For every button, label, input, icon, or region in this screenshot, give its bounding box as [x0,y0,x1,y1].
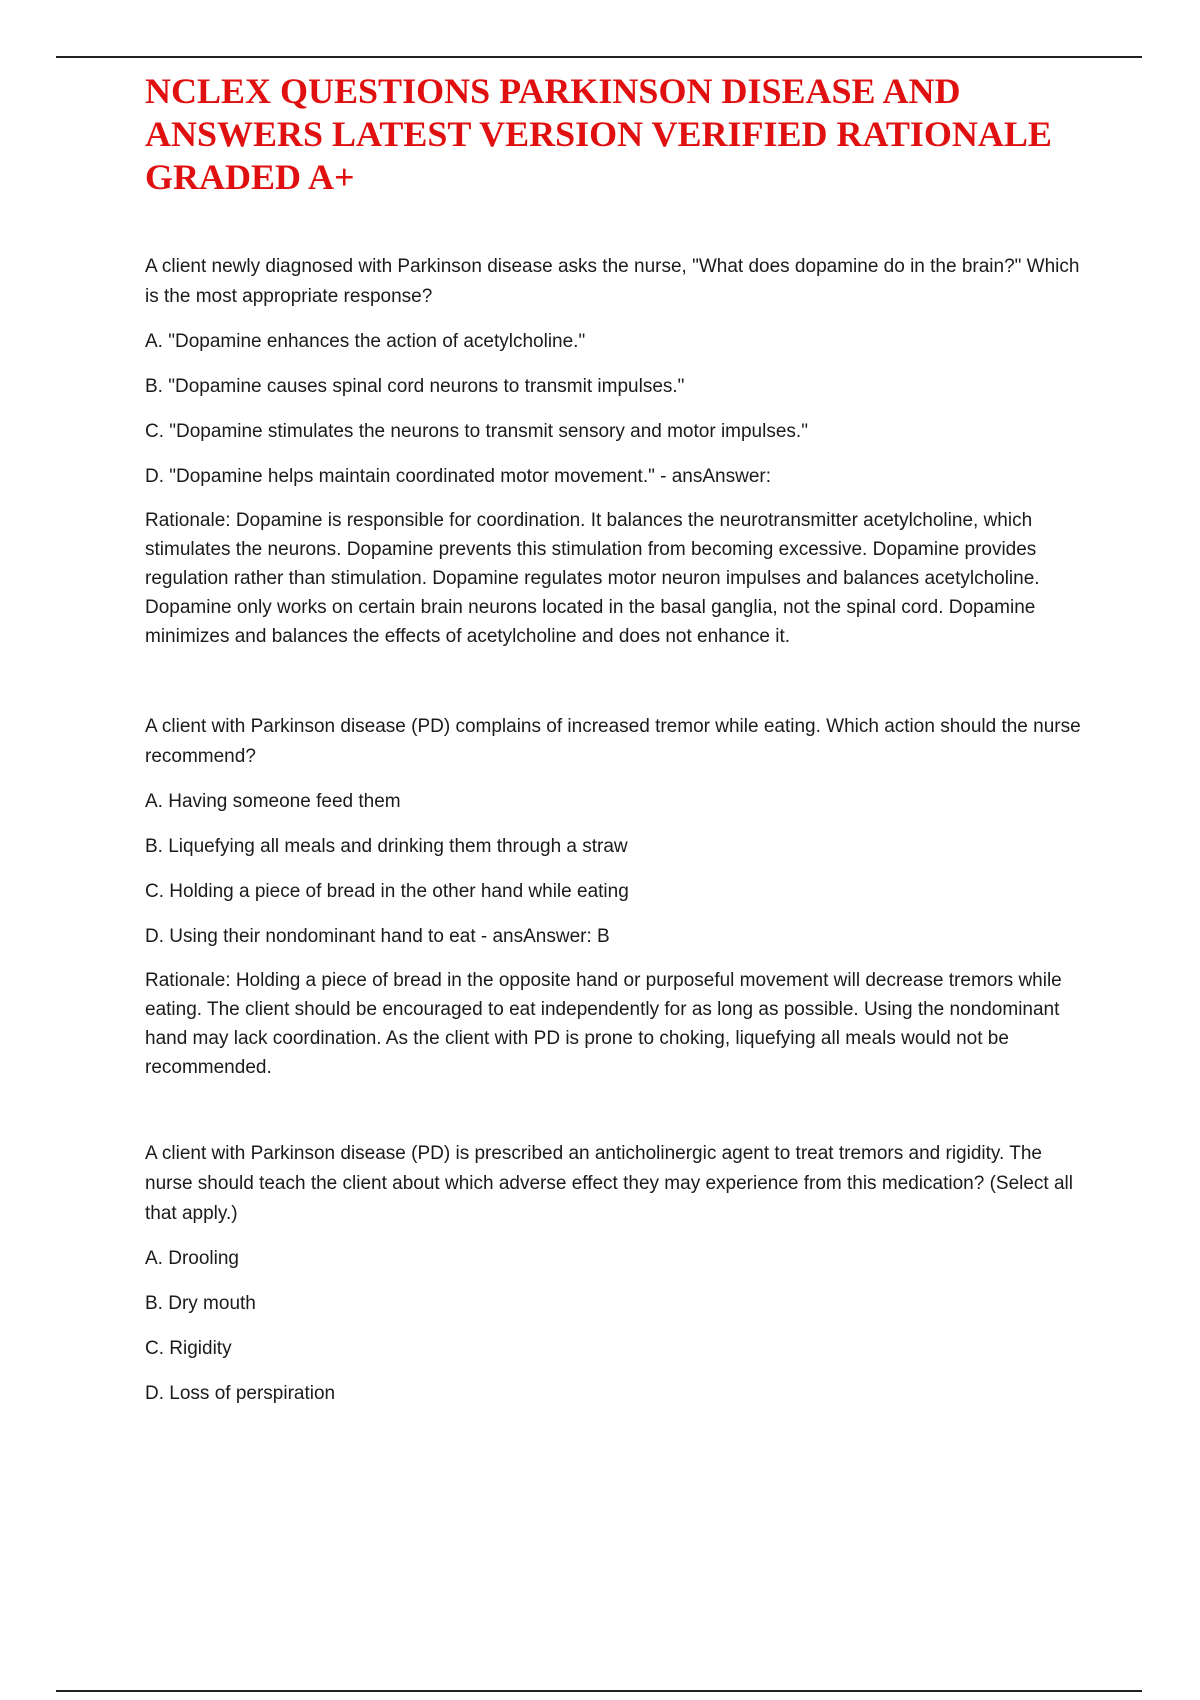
question-1 [145,252,1090,651]
top-rule [56,56,1142,58]
question-stem: A client with Parkinson disease (PD) is prescribed an anticholinergic agent to treat tremors and rigidity. The nurse should teach the client about which adverse effect they may experience from this medication? (Select all that apply.) [145,1143,1073,1224]
bottom-rule [56,1690,1142,1692]
question-stem: A client newly diagnosed with Parkinson disease asks the nurse, "What does dopamine do in the brain?" Which is the most appropriate response? [145,256,1080,307]
answer-option: C. "Dopamine stimulates the neurons to transmit sensory and motor impulses." [145,421,808,442]
question-3 [145,1139,1090,1409]
question-stem: A client with Parkinson disease (PD) complains of increased tremor while eating. Which action should the nurse recommend? [145,716,1081,767]
answer-option: A. "Dopamine enhances the action of acetylcholine." [145,331,586,352]
answer-option: B. Dry mouth [145,1293,256,1314]
answer-option: A. Having someone feed them [145,791,401,812]
rationale-text: Rationale: Dopamine is responsible for coordination. It balances the neurotransmitter acetylcholine, which stimulates the neurons. Dopamine prevents this stimulation from becoming excessive. Dopamine provides regulation rather than stimulation. Dopamine regulates motor neuron impulses and balances acetylcholine. Dopamine only works on certain brain neurons located in the basal ganglia, not the spinal cord. Dopamine minimizes and balances the effects of acetylcholine and does not enhance it. [145,510,1040,647]
answer-option: D. Using their nondominant hand to eat - ansAnswer: B [145,926,610,947]
answer-option: B. Liquefying all meals and drinking them through a straw [145,836,628,857]
document-title: NCLEX QUESTIONS PARKINSON DISEASE AND ANSWERS LATEST VERSION VERIFIED RATIONALE GRADED A+ [145,71,1052,197]
document-page [145,70,1090,1409]
answer-option: D. "Dopamine helps maintain coordinated motor movement." - ansAnswer: [145,466,771,487]
answer-option: B. "Dopamine causes spinal cord neurons to transmit impulses." [145,376,685,397]
rationale-text: Rationale: Holding a piece of bread in the opposite hand or purposeful movement will decrease tremors while eating. The client should be encouraged to eat independently for as long as possible. Using the nondominant hand may lack coordination. As the client with PD is prone to choking, liquefying all meals would not be recommended. [145,970,1062,1078]
answer-option: C. Rigidity [145,1338,232,1359]
answer-option: C. Holding a piece of bread in the other hand while eating [145,881,629,902]
answer-option: D. Loss of perspiration [145,1383,336,1404]
answer-option: A. Drooling [145,1248,239,1269]
question-2 [145,712,1090,1082]
